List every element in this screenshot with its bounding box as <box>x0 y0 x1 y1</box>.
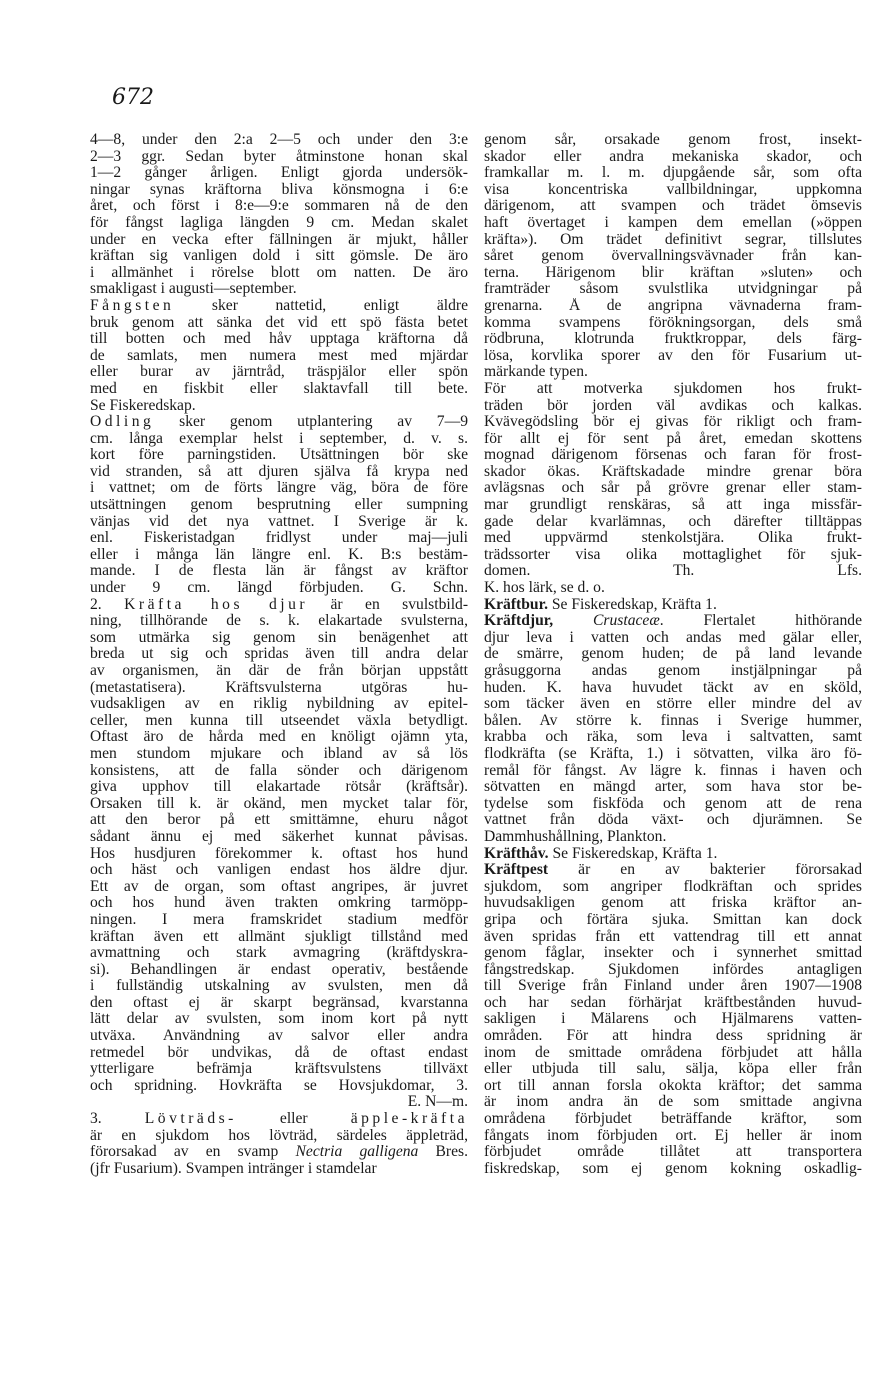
text-line: genom sår, orsakade genom frost, insekt- <box>484 132 862 148</box>
text-line: mande. I de flesta län är fångst av kräftor <box>90 563 468 580</box>
text-line: djur leva i vatten och andas med gälar eller, <box>484 629 862 646</box>
text-line: lösa, korvlika sporer av den för Fusarium ut- <box>484 347 862 364</box>
text-line: vänjas vid det nya vattnet. I Sverige är k. <box>90 513 468 530</box>
text-line: Fångsten sker nattetid, enligt äldre <box>90 297 468 314</box>
text-line: avlägsnas och sår på grövre grenar eller stam- <box>484 480 862 497</box>
text-line: ytterligare befrämja kräftsvulstens tillväxt <box>90 1061 468 1078</box>
text-line: retmedel bör undvikas, då de oftast endast <box>90 1044 468 1061</box>
text-line: 2—3 ggr. Sedan byter åtminstone honan skal <box>90 148 468 165</box>
text-line: Ett av de organ, som oftast angripes, är juvret <box>90 878 468 895</box>
text-line: ningen. I mera framskridet stadium medför <box>90 911 468 928</box>
text-line: i vattnet; om de förts längre väg, böra de före <box>90 480 468 497</box>
text-line: eller utbjuda till salu, sälja, köpa eller från <box>484 1061 862 1078</box>
text-line: Dammhushållning, Plankton. <box>484 828 667 845</box>
text-line: av organismen, än där de från början uppstått <box>90 663 468 679</box>
text-line: smakligast i augusti—september. <box>90 281 297 298</box>
text-line: remål för fångst. Av lägre k. finnas i haven och <box>484 762 862 779</box>
text-line: med uppvärmd stenkolstjära. Olika frukt- <box>484 530 862 547</box>
text-line: med en fiskbit eller slaktavfall till bete. <box>90 380 468 397</box>
text-line: den oftast ej är skarpt begränsad, kvarstanna <box>90 994 468 1011</box>
text-line: till Sverige från Finland under åren 1907—1908 <box>484 978 862 995</box>
text-line: kräftan även ett allmänt sjukligt tillstånd med <box>90 928 468 945</box>
text-line: därigenom, att svampen och trädet ömsevis <box>484 198 862 215</box>
text-line: Se Fiskeredskap. <box>90 397 196 414</box>
text-line: träden bör jorden väl avdikas och kalkas. <box>484 397 862 414</box>
text-line: året, och först i 8:e—9:e sommaren nå de den <box>90 198 468 215</box>
text-line: 1—2 gånger årligen. Enligt gjorda undersök- <box>90 165 468 182</box>
text-line: genom fåglar, insekter och i synnerhet smittad <box>484 945 862 962</box>
text-line: kräfta»). Om trädet definitivt segrar, tillslutes <box>484 231 862 248</box>
text-line: märkande typen. <box>484 364 588 381</box>
text-line: (metastatisera). Kräftsvulsterna utgöras hu- <box>90 679 468 696</box>
text-line: Orsaken till k. är okänd, men mycket talar för, <box>90 795 468 812</box>
text-line: mognad därigenom försenas och faran för frost- <box>484 447 862 464</box>
text-line: utväxa. Användning av salvor eller andra <box>90 1028 468 1045</box>
text-line: bruk genom att sänka det vid ett spö fästa betet <box>90 314 468 331</box>
text-line: avmattning och stark avmagring (kräftdyskra- <box>90 945 468 962</box>
text-line: flodkräfta (se Kräfta, 1.) i sötvatten, vilka äro fö- <box>484 745 862 762</box>
text-line: mar grundligt renskäras, så att inga missfär- <box>484 497 862 514</box>
text-line: fångstredskap. Sjukdomen infördes antagligen <box>484 961 862 978</box>
text-line: skador ökas. Kräftskadade mindre grenar böra <box>484 463 862 480</box>
text-line: för allt ej för sent på året, emedan skottens <box>484 430 862 447</box>
text-line: vudsakligen av en riklig nybildning av epitel- <box>90 696 468 713</box>
text-line: för fångst lagliga längden 9 cm. Medan skalet <box>90 214 468 231</box>
text-line: Kräftpest är en av bakterier förorsakad <box>484 862 862 879</box>
text-line: gripa och förtära sjuka. Smittan kan dock <box>484 911 862 928</box>
text-line: till botten och med håv upptaga kräftorna då <box>90 331 468 348</box>
text-line: och har sedan förhärjat kräftbestånden huvud- <box>484 994 862 1011</box>
text-line: breda ut sig och spridas även till andra delar <box>90 646 468 663</box>
text-line: sjukdom, som angriper flodkräftan och sprides <box>484 878 862 895</box>
text-line: ningar synas kräftorna bliva könsmogna i 6:e <box>90 181 468 198</box>
text-line: Kräftdjur, Crustaceæ. Flertalet hithörande <box>484 613 862 630</box>
text-line: eller burar av järntråd, träspjälor eller spön <box>90 364 468 381</box>
text-line: huden. K. hava huvudet täckt av en sköld, <box>484 679 862 696</box>
text-line: inom de smittade områdena förbjudet att hålla <box>484 1044 862 1061</box>
text-line: För att motverka sjukdomen hos frukt- <box>484 380 862 397</box>
text-line: att den beror på ett smittämne, ehuru något <box>90 812 468 829</box>
text-line: lätt delar av svulsten, som inom kort på nytt <box>90 1011 468 1028</box>
text-line: konsistens, att de falla sönder och därigenom <box>90 762 468 779</box>
text-line: si). Behandlingen är endast operativ, bestående <box>90 961 468 978</box>
text-line: skador eller andra mekaniska skador, och <box>484 148 862 165</box>
text-line: krabba och räka, som leva i saltvatten, samt <box>484 729 862 746</box>
left-column <box>90 132 468 1177</box>
text-line: 2. Kräfta hos djur är en svulstbild- <box>90 596 468 613</box>
text-line: ning, tillhörande de s. k. elakartade svulsterna, <box>90 613 468 630</box>
text-line: haft övertaget i kampen dem emellan (»öppen <box>484 214 862 231</box>
text-line: 3. Lövträds- eller äpple-kräfta <box>90 1111 468 1128</box>
text-line: celler, men kunna till utseendet växla betydligt. <box>90 712 468 729</box>
text-line: även spridas från ett vattendrag till ett annat <box>484 928 862 945</box>
text-line: områdena förbjudet beträffande kräftor, som <box>484 1111 862 1128</box>
text-line: såret genom övervallningsvävnader från kan- <box>484 248 862 265</box>
text-line: bålen. Av större k. finnas i Sverige hummer, <box>484 712 862 729</box>
text-line: är en sjukdom hos lövträd, särdeles äppleträd, <box>90 1127 468 1144</box>
text-line: huvudsakligen genom att friska kräftor an- <box>484 895 862 912</box>
text-line: gade delar kvarlämnas, och därefter tilltäppas <box>484 513 862 530</box>
text-line: som täcker även en större eller mindre del av <box>484 696 862 713</box>
text-line: och häst och vanligen endast hos äldre djur. <box>90 862 468 879</box>
text-line: framkallar m. l. m. djupgående sår, som ofta <box>484 165 862 182</box>
text-line: domen. Th. Lfs. <box>484 563 862 580</box>
text-line: kort före parningstiden. Utsättningen bör ske <box>90 447 468 464</box>
text-line: gråsuggorna andas genom instjälpningar på <box>484 663 862 679</box>
text-line: och hos hund även trakten omkring tarmöpp- <box>90 895 468 912</box>
text-line: terna. Härigenom blir kräftan »sluten» och <box>484 264 862 281</box>
text-line: och spridning. Hovkräfta se Hovsjukdomar, 3. <box>90 1077 468 1094</box>
text-line: giva upphov till elakartade rötsår (kräftsår). <box>90 779 468 796</box>
text-line: förorsakad av en svamp Nectria galligena Bres. <box>90 1144 468 1161</box>
text-line: Kräfthåv. Se Fiskeredskap, Kräfta 1. <box>484 845 718 862</box>
text-line: är inom andra än de som smittade angivna <box>484 1094 862 1111</box>
text-line: cm. långa exemplar helst i september, d. v. s. <box>90 430 468 447</box>
text-line: kräftan sig vanligen dold i sitt gömsle. De äro <box>90 248 468 265</box>
text-line: fångats inom förbjuden ort. Ej heller är inom <box>484 1127 862 1144</box>
text-line: Oftast äro de hårda med en knöligt ojämn yta, <box>90 729 468 746</box>
text-line: under 9 cm. längd förbjuden. G. Schn. <box>90 580 468 597</box>
text-line: K. hos lärk, se d. o. <box>484 580 605 597</box>
text-line: eller i många län längre enl. K. B:s bestäm- <box>90 546 468 563</box>
text-line: fiskredskap, som ej genom kokning oskadlig- <box>484 1160 862 1177</box>
right-column <box>484 132 862 1177</box>
page-number: 672 <box>112 85 154 110</box>
text-line: visa koncentriska vallbildningar, uppkomna <box>484 181 862 198</box>
text-line: komma svampens förökningsorgan, dels små <box>484 314 862 331</box>
text-line: förbjudet område tillåtet att transportera <box>484 1144 862 1161</box>
text-line: sådant ännu ej med säkerhet kunnat påvisas. <box>90 828 468 845</box>
text-line: utsättningen genom besprutning eller sumpning <box>90 497 468 514</box>
text-line: (jfr Fusarium). Svampen intränger i stamdelar <box>90 1160 377 1177</box>
text-line: vattnet från döda växt- och djurämnen. Se <box>484 812 862 829</box>
text-line: Kvävegödsling bör ej givas för rikligt och fram- <box>484 414 862 431</box>
text-line: sakligen i Mälarens och Hjälmarens vatten- <box>484 1011 862 1028</box>
text-line: men stundom mjukare och ibland av så lös <box>90 745 468 762</box>
text-line: ort till annan forsla okokta kräftor; det samma <box>484 1077 862 1094</box>
text-line: de samlats, men numera mest med mjärdar <box>90 347 468 364</box>
text-line: rödbruna, klotrunda fruktkroppar, dels färg- <box>484 331 862 348</box>
text-line: Kräftbur. Se Fiskeredskap, Kräfta 1. <box>484 596 717 613</box>
text-line: vid stranden, så att djuren själva få krypa ned <box>90 463 468 480</box>
text-line: de smärre, genom huden; de på land levande <box>484 646 862 663</box>
text-line: grenarna. Å de angripna vävnaderna fram- <box>484 297 862 314</box>
text-line: i fullständig utskalning av svulsten, men då <box>90 978 468 995</box>
text-line: framträder såsom svulstlika utvidgningar på <box>484 281 862 298</box>
text-line: områden. För att hindra dess spridning är <box>484 1028 862 1045</box>
text-line: Odling sker genom utplantering av 7—9 <box>90 414 468 431</box>
text-line: Hos husdjuren förekommer k. oftast hos hund <box>90 845 468 862</box>
text-line: under en vecka efter fällningen är mjukt, håller <box>90 231 468 248</box>
text-line: E. N—m. <box>407 1094 468 1111</box>
text-line: sötvatten en mängd arter, som hava stor be- <box>484 779 862 796</box>
text-line: 4—8, under den 2:a 2—5 och under den 3:e <box>90 132 468 148</box>
text-line: som utmärka sig genom sin benägenhet att <box>90 629 468 646</box>
text-line: enl. Fiskeristadgan fridlyst under maj—juli <box>90 530 468 547</box>
text-line: tydelse som fiskföda och genom att de rena <box>484 795 862 812</box>
text-line: i allmänhet i rörelse blott om natten. De äro <box>90 264 468 281</box>
text-line: trädssorter visa olika mottaglighet för sjuk- <box>484 546 862 563</box>
